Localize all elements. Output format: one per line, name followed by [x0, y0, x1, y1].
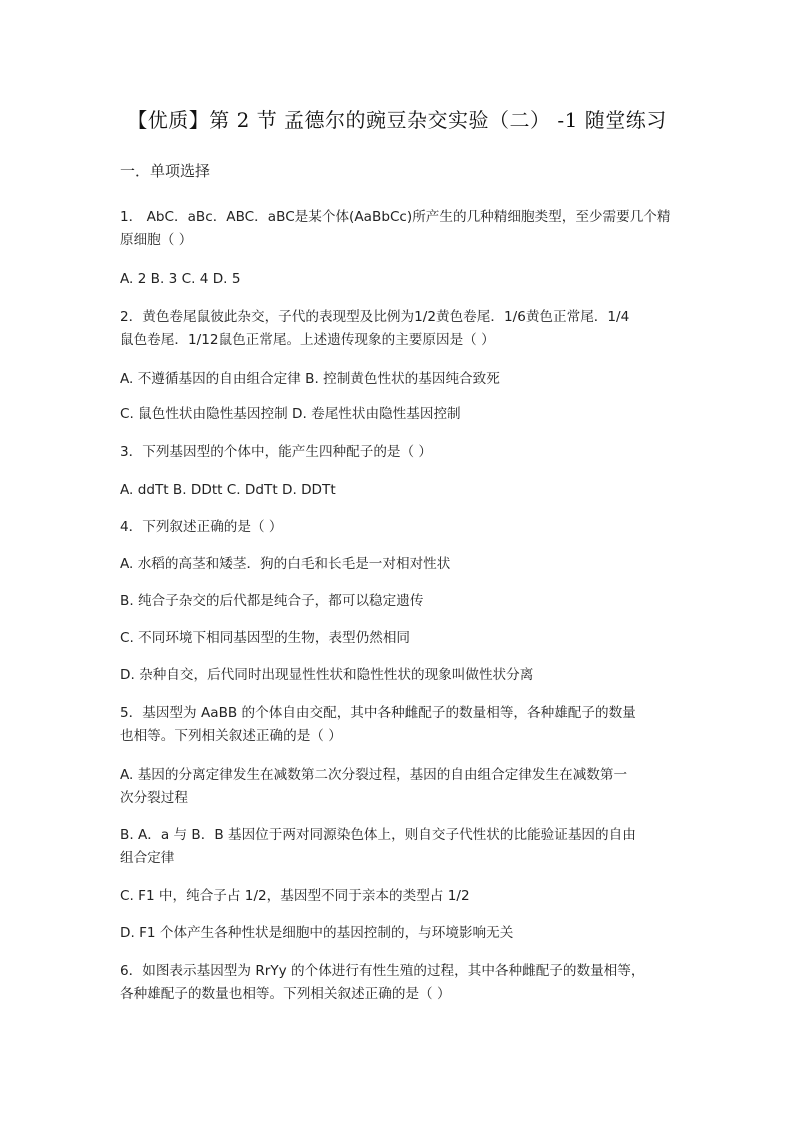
page-title: 【优质】第 2 节 孟德尔的豌豆杂交实验（二） -1 随堂练习 [127, 108, 667, 132]
q3-stem: 3．下列基因型的个体中，能产生四种配子的是（ ） [120, 444, 433, 460]
q1-options: A. 2 B. 3 C. 4 D. 5 [120, 271, 241, 287]
q4-option-a: A. 水稻的高茎和矮茎．狗的白毛和长毛是一对相对性状 [120, 556, 451, 572]
section-heading: 一．单项选择 [120, 162, 211, 180]
q5-stem-line-2: 也相等。下列相关叙述正确的是（ ） [120, 728, 342, 744]
q1-stem-line-1: 1． AbC．aBc．ABC．aBC是某个体(AaBbCc)所产生的几种精细胞类型，至少需要几个精 [120, 209, 671, 225]
q5-option-c: C. F1 中，纯合子占 1/2，基因型不同于亲本的类型占 1/2 [120, 888, 470, 904]
q6-stem-line-2: 各种雄配子的数量也相等。下列相关叙述正确的是（ ） [120, 986, 451, 1002]
q5-option-a-line-1: A. 基因的分离定律发生在减数第二次分裂过程，基因的自由组合定律发生在减数第一 [120, 767, 628, 783]
q2-stem-line-2: 鼠色卷尾．1/12鼠色正常尾。上述遗传现象的主要原因是（ ） [120, 332, 495, 348]
q1-stem-line-2: 原细胞（ ） [120, 232, 193, 248]
q2-stem-line-1: 2．黄色卷尾鼠彼此杂交，子代的表现型及比例为1/2黄色卷尾．1/6黄色正常尾．1/4 [120, 309, 630, 325]
q2-options-ab: A. 不遵循基因的自由组合定律 B. 控制黄色性状的基因纯合致死 [120, 371, 500, 387]
q4-option-b: B. 纯合子杂交的后代都是纯合子，都可以稳定遗传 [120, 593, 424, 609]
q2-options-cd: C. 鼠色性状由隐性基因控制 D. 卷尾性状由隐性基因控制 [120, 406, 461, 422]
q5-option-d: D. F1 个体产生各种性状是细胞中的基因控制的，与环境影响无关 [120, 925, 514, 941]
q6-stem-line-1: 6．如图表示基因型为 RrYy 的个体进行有性生殖的过程，其中各种雌配子的数量相等， [120, 963, 645, 979]
q5-option-b-line-2: 组合定律 [120, 850, 175, 866]
q4-option-d: D. 杂种自交，后代同时出现显性性状和隐性性状的现象叫做性状分离 [120, 667, 534, 683]
q5-stem-line-1: 5．基因型为 AaBB 的个体自由交配，其中各种雌配子的数量相等，各种雄配子的数量 [120, 705, 636, 721]
q4-stem: 4．下列叙述正确的是（ ） [120, 519, 283, 535]
q4-option-c: C. 不同环境下相同基因型的生物，表型仍然相同 [120, 630, 411, 646]
q3-options: A. ddTt B. DDtt C. DdTt D. DDTt [120, 482, 336, 498]
q5-option-b-line-1: B. A．a 与 B．B 基因位于两对同源染色体上，则自交子代性状的比能验证基因的自由 [120, 827, 636, 843]
q5-option-a-line-2: 次分裂过程 [120, 790, 188, 806]
